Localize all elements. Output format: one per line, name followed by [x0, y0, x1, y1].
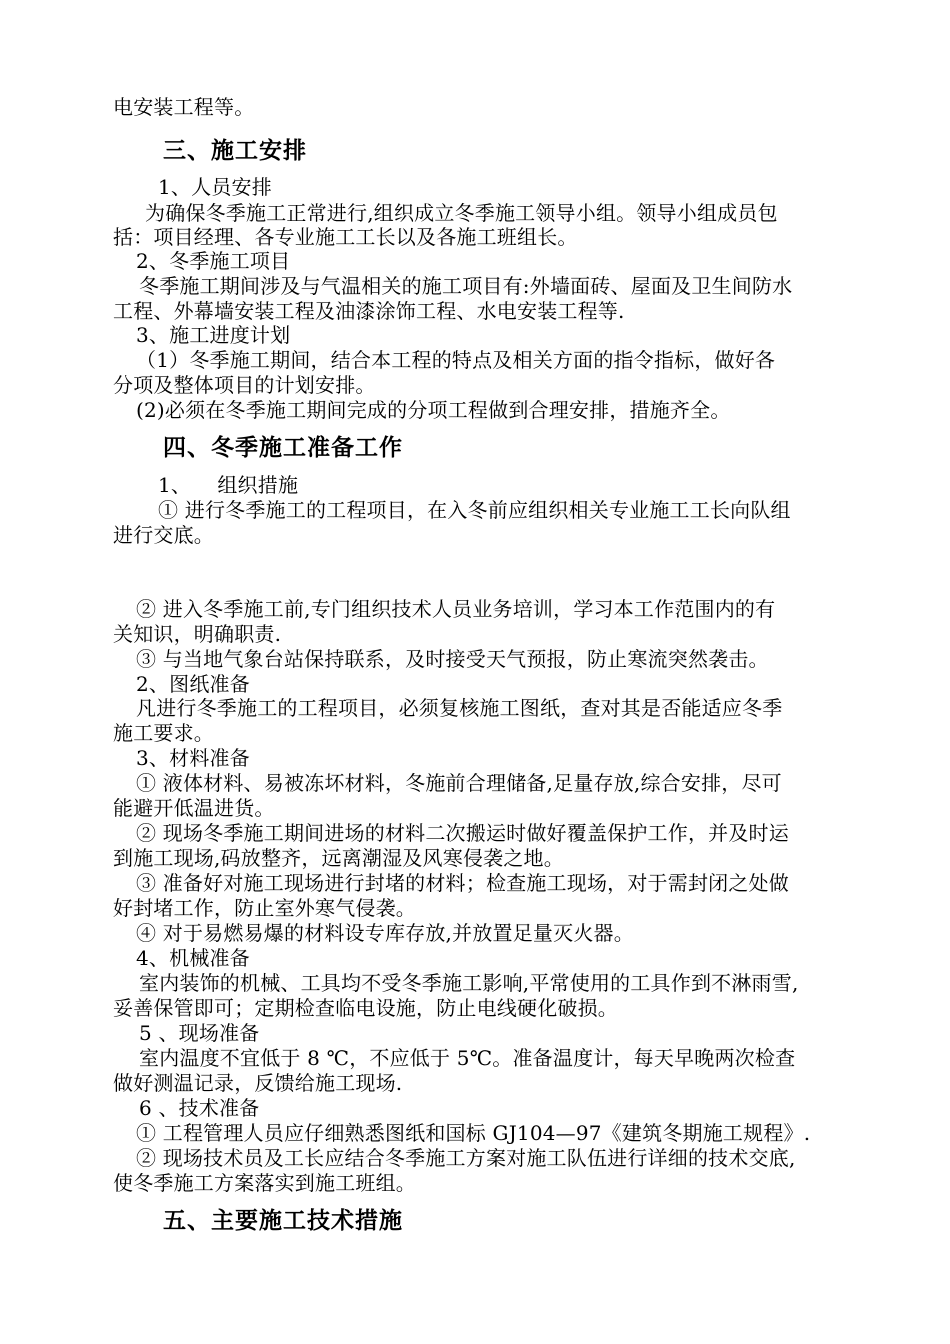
- subsection-heading: 3、材料准备: [136, 746, 250, 770]
- text-line: 工程、外幕墙安装工程及油漆涂饰工程、水电安装工程等.: [113, 299, 625, 323]
- text-line: 施工要求。: [113, 721, 214, 745]
- text-line: ③ 与当地气象台站保持联系，及时接受天气预报，防止寒流突然袭击。: [136, 647, 769, 671]
- text-line: 分项及整体项目的计划安排。: [113, 373, 376, 397]
- text-line: 进行交底。: [113, 523, 214, 547]
- subsection-heading: 1、 组织措施: [158, 473, 299, 497]
- text-line: 做好测温记录，反馈给施工现场.: [113, 1071, 403, 1095]
- subsection-heading: 3、施工进度计划: [136, 323, 291, 347]
- text-line: 室内装饰的机械、工具均不受冬季施工影响,平常使用的工具作到不淋雨雪,: [139, 971, 799, 995]
- subsection-heading: 5 、现场准备: [139, 1021, 260, 1045]
- text-line: ② 现场冬季施工期间进场的材料二次搬运时做好覆盖保护工作，并及时运: [136, 821, 789, 845]
- text-line: （1）冬季施工期间，结合本工程的特点及相关方面的指令指标，做好各: [136, 348, 776, 372]
- text-line: ② 进入冬季施工前,专门组织技术人员业务培训，学习本工作范围内的有: [136, 597, 776, 621]
- section-heading: 四、冬季施工准备工作: [163, 435, 403, 461]
- text-line: 凡进行冬季施工的工程项目，必须复核施工图纸，查对其是否能适应冬季: [136, 696, 783, 720]
- text-line: ① 液体材料、易被冻坏材料，冬施前合理储备,足量存放,综合安排，尽可: [136, 771, 782, 795]
- text-line: 括：项目经理、各专业施工工长以及各施工班组长。: [113, 225, 578, 249]
- subsection-heading: 6 、技术准备: [139, 1096, 260, 1120]
- section-heading: 五、主要施工技术措施: [163, 1208, 403, 1234]
- text-line: ② 现场技术员及工长应结合冬季施工方案对施工队伍进行详细的技术交底,: [136, 1146, 796, 1170]
- subsection-heading: 4、机械准备: [136, 946, 250, 970]
- text-line: 好封堵工作，防止室外寒气侵袭。: [113, 896, 416, 920]
- text-line: (2)必须在冬季施工期间完成的分项工程做到合理安排，措施齐全。: [136, 398, 731, 422]
- text-line: 关知识，明确职责.: [113, 622, 282, 646]
- subsection-heading: 2、冬季施工项目: [136, 249, 291, 273]
- section-heading: 三、施工安排: [163, 138, 307, 164]
- text-line: ③ 准备好对施工现场进行封堵的材料；检查施工现场，对于需封闭之处做: [136, 871, 789, 895]
- text-line: 妥善保管即可；定期检查临电设施，防止电线硬化破损。: [113, 996, 618, 1020]
- text-line: ④ 对于易燃易爆的材料设专库存放,并放置足量灭火器。: [136, 921, 634, 945]
- text-line: 为确保冬季施工正常进行,组织成立冬季施工领导小组。领导小组成员包: [145, 201, 778, 225]
- text-line: 使冬季施工方案落实到施工班组。: [113, 1171, 416, 1195]
- text-line: 电安装工程等。: [113, 95, 255, 119]
- text-line: 冬季施工期间涉及与气温相关的施工项目有:外墙面砖、屋面及卫生间防水: [139, 274, 793, 298]
- text-line: 室内温度不宜低于 8 ℃，不应低于 5℃。准备温度计，每天早晚两次检查: [139, 1046, 796, 1070]
- text-line: ① 进行冬季施工的工程项目，在入冬前应组织相关专业施工工长向队组: [158, 498, 791, 522]
- subsection-heading: 2、图纸准备: [136, 672, 250, 696]
- text-line: 到施工现场,码放整齐，远离潮湿及风寒侵袭之地。: [113, 846, 564, 870]
- text-line: ① 工程管理人员应仔细熟悉图纸和国标 GJ104—97《建筑冬期施工规程》.: [136, 1121, 811, 1145]
- subsection-heading: 1、人员安排: [158, 175, 272, 199]
- text-line: 能避开低温进货。: [113, 796, 275, 820]
